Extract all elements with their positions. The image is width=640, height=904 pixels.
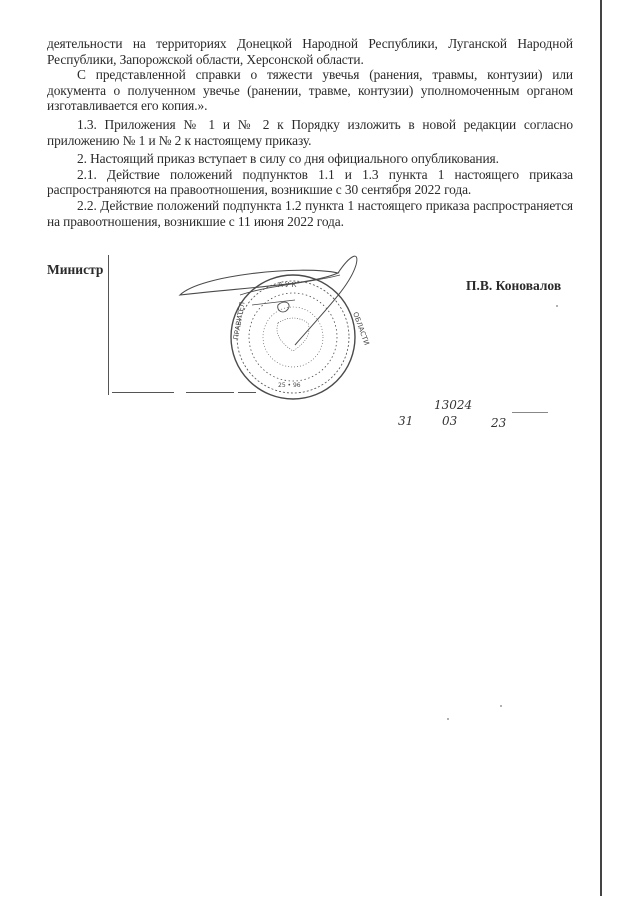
svg-text:А У К: А У К xyxy=(278,281,297,289)
svg-text:ОБЛАСТИ: ОБЛАСТИ xyxy=(351,310,371,347)
handwritten-year: 23 xyxy=(491,416,507,430)
paragraph-2-2: 2.2. Действие положений подпункта 1.2 пункта 1 настоящего приказа распространяется на правоотношения, возникшие с 11 июня 2022 года. xyxy=(47,197,573,229)
signatory-name: П.В. Коновалов xyxy=(466,278,562,293)
paragraph-2-1: 2.1. Действие положений подпунктов 1.1 и 1.3 пункта 1 настоящего приказа распространяются на правоотношения, возникшие с 30 сентября 2022 года. xyxy=(47,166,573,198)
official-seal-stamp-icon xyxy=(160,245,390,415)
page-edge-line xyxy=(600,0,602,896)
svg-text:ПРАВИТЕЛ: ПРАВИТЕЛ xyxy=(232,301,247,341)
svg-text:25 • 96: 25 • 96 xyxy=(278,382,301,389)
paragraph-2: 2. Настоящий приказ вступает в силу со дня официального опубликования. xyxy=(77,151,499,167)
handwritten-registration-number: 13024 xyxy=(434,398,473,412)
paragraph-territories: деятельности на территориях Донецкой Народной Республики, Луганской Народной Республики, Запорожской области, Херсонской области. xyxy=(47,36,573,67)
scan-speck xyxy=(556,305,558,307)
signatory-position: Министр xyxy=(47,262,104,277)
order-body-text xyxy=(47,36,573,229)
handwritten-day: 31 xyxy=(398,414,414,428)
paragraph-certificate-copy: С представленной справки о тяжести увечья (ранения, травмы, контузии) или документа о полученном увечье (ранении, травме, контузии) уполномоченным органом изготавливается его копия.». xyxy=(47,67,573,114)
scan-margin-line-vertical xyxy=(108,255,109,395)
scan-speck xyxy=(500,705,502,707)
scan-speck xyxy=(447,718,449,720)
paragraph-1-3: 1.3. Приложения № 1 и № 2 к Порядку изложить в новой редакции согласно приложению № 1 и № 2 к настоящему приказу. xyxy=(47,116,573,148)
handwritten-month: 03 xyxy=(442,414,458,428)
handwritten-dash xyxy=(512,412,548,413)
